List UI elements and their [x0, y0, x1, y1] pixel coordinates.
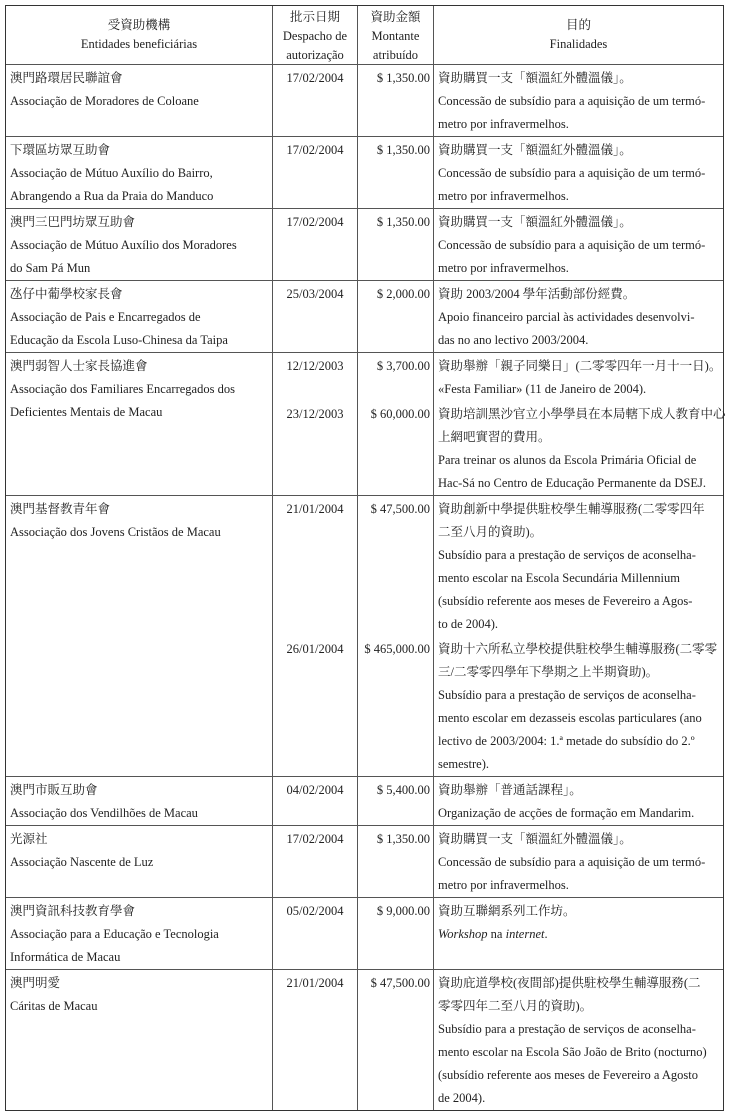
entity-line: Associação de Mútuo Auxílio do Bairro, [10, 166, 213, 180]
purpose-line: 資助培訓黑沙官立小學學員在本局轄下成人教育中心 [438, 407, 726, 421]
amount: $ 1,350.00 [358, 65, 434, 136]
subsidy-table [5, 5, 724, 1111]
entity-cell [6, 898, 273, 969]
header-date [273, 6, 358, 65]
entries [273, 65, 723, 136]
entry [273, 353, 729, 401]
amount: $ 60,000.00 [358, 401, 434, 495]
entity-line: 下環區坊眾互助會 [10, 143, 111, 157]
entity-line: 澳門三巴門坊眾互助會 [10, 215, 136, 229]
amount: $ 3,700.00 [358, 353, 434, 401]
authorization-date: 05/02/2004 [273, 898, 358, 969]
purpose-line: «Festa Familiar» (11 de Janeiro de 2004). [438, 382, 647, 396]
header-purpose-pt: Finalidades [549, 37, 608, 51]
entity-cell [6, 970, 273, 1110]
entity-cell [6, 209, 273, 280]
purpose-line: (subsídio referente aos meses de Fevereiro a Agos- [438, 594, 693, 608]
purpose-line: 資助創新中學提供駐校學生輔導服務(二零零四年 [438, 502, 705, 516]
entity-line: Cáritas de Macau [10, 999, 98, 1013]
purpose-line: 資助庇道學校(夜間部)提供駐校學生輔導服務(二 [438, 976, 701, 990]
purpose-cell [434, 970, 723, 1110]
entity-cell [6, 496, 273, 776]
amount: $ 47,500.00 [358, 496, 434, 636]
purpose-cell [434, 209, 723, 280]
authorization-date: 12/12/2003 [273, 353, 358, 401]
purpose-line: das no ano lectivo 2003/2004. [438, 333, 589, 347]
authorization-date: 17/02/2004 [273, 65, 358, 136]
header-date-zh: 批示日期 [289, 10, 340, 24]
header-date-pt1: Despacho de [282, 29, 348, 43]
amount: $ 9,000.00 [358, 898, 434, 969]
purpose-line: 資助購買一支「額溫紅外體溫儀」。 [438, 143, 632, 157]
header-amount-pt2: atribuído [372, 48, 419, 62]
purpose-line: mento escolar na Escola São João de Brito (nocturno) [438, 1045, 707, 1059]
entity-line: Associação para a Educação e Tecnologia [10, 927, 219, 941]
entry [273, 137, 723, 208]
header-amount [358, 6, 434, 65]
purpose-line: 資助舉辦「親子同樂日」(二零零四年一月十一日)。 [438, 359, 722, 373]
purpose-line: metro por infravermelhos. [438, 878, 569, 892]
entries [273, 898, 723, 969]
purpose-line: 上網吧實習的費用。 [438, 430, 551, 444]
entries [273, 826, 723, 897]
header-date-pt2: autorização [286, 48, 344, 62]
purpose-line: 三/二零零四學年下學期之上半期資助)。 [438, 665, 659, 679]
header-entity-pt: Entidades beneficiárias [80, 37, 198, 51]
amount: $ 5,400.00 [358, 777, 434, 825]
entries [273, 209, 723, 280]
entry [273, 826, 723, 897]
purpose-line: Subsídio para a prestação de serviços de aconselha- [438, 688, 696, 702]
purpose-cell [434, 898, 723, 969]
purpose-line: 資助舉辦「普通話課程」。 [438, 783, 582, 797]
purpose-line: 二至八月的資助)。 [438, 525, 543, 539]
entity-cell [6, 353, 273, 495]
table-row [6, 970, 723, 1110]
entity-line: 澳門資訊科技教育學會 [10, 904, 136, 918]
purpose-line: (subsídio referente aos meses de Fevereiro a Agosto [438, 1068, 698, 1082]
amount: $ 465,000.00 [358, 636, 434, 776]
purpose-line: semestre). [438, 757, 490, 771]
table-row [6, 281, 723, 353]
amount: $ 2,000.00 [358, 281, 434, 352]
header-amount-pt1: Montante [371, 29, 420, 43]
table-body [6, 65, 726, 1110]
purpose-line: Organização de acções de formação em Mandarim. [438, 806, 695, 820]
purpose-line: 資助 2003/2004 學年活動部份經費。 [438, 287, 636, 301]
purpose-cell [434, 281, 723, 352]
purpose-line: 資助十六所私立學校提供駐校學生輔導服務(二零零 [438, 642, 718, 656]
entries [273, 777, 723, 825]
purpose-line: 資助購買一支「額溫紅外體溫儀」。 [438, 71, 632, 85]
authorization-date: 25/03/2004 [273, 281, 358, 352]
purpose-cell [434, 401, 729, 495]
table-row [6, 209, 723, 281]
entity-cell [6, 65, 273, 136]
table-row [6, 65, 723, 137]
entity-line: 澳門基督教青年會 [10, 502, 111, 516]
entity-cell [6, 281, 273, 352]
entry [273, 777, 723, 825]
entity-line: Associação dos Jovens Cristãos de Macau [10, 525, 221, 539]
entity-line: 氹仔中葡學校家長會 [10, 287, 123, 301]
entity-line: 澳門市販互助會 [10, 783, 98, 797]
authorization-date: 23/12/2003 [273, 401, 358, 495]
header-amount-zh: 資助金額 [370, 10, 421, 24]
entry [273, 970, 723, 1110]
purpose-cell [434, 137, 723, 208]
table-header [6, 6, 723, 65]
entity-line: Associação de Pais e Encarregados de [10, 310, 201, 324]
purpose-line: Para treinar os alunos da Escola Primária Oficial de [438, 453, 697, 467]
entity-line: Associação dos Familiares Encarregados dos [10, 382, 235, 396]
header-entity [6, 6, 273, 65]
table-row [6, 898, 723, 970]
authorization-date: 21/01/2004 [273, 970, 358, 1110]
header-purpose [434, 6, 723, 65]
purpose-line: Concessão de subsídio para a aquisição de um termó- [438, 238, 706, 252]
entry [273, 65, 723, 136]
purpose-cell [434, 65, 723, 136]
entity-line: Informática de Macau [10, 950, 121, 964]
entries [273, 137, 723, 208]
purpose-line: mento escolar em dezasseis escolas particulares (ano [438, 711, 702, 725]
entity-line: 澳門明愛 [10, 976, 61, 990]
amount: $ 47,500.00 [358, 970, 434, 1110]
purpose-line: Concessão de subsídio para a aquisição de um termó- [438, 166, 706, 180]
table-row [6, 826, 723, 898]
entity-line: Educação da Escola Luso-Chinesa da Taipa [10, 333, 228, 347]
entity-line: do Sam Pá Mun [10, 261, 91, 275]
purpose-line: Concessão de subsídio para a aquisição de um termó- [438, 94, 706, 108]
entity-cell [6, 826, 273, 897]
entity-line: Associação Nascente de Luz [10, 855, 154, 869]
entity-cell [6, 137, 273, 208]
purpose-line: Concessão de subsídio para a aquisição de um termó- [438, 855, 706, 869]
purpose-line: 資助購買一支「額溫紅外體溫儀」。 [438, 215, 632, 229]
purpose-line: metro por infravermelhos. [438, 189, 569, 203]
authorization-date: 04/02/2004 [273, 777, 358, 825]
purpose-cell [434, 353, 729, 401]
purpose-line: Apoio financeiro parcial às actividades desenvolvi- [438, 310, 695, 324]
entry [273, 898, 723, 969]
purpose-line: to de 2004). [438, 617, 499, 631]
entry [273, 496, 723, 636]
authorization-date: 17/02/2004 [273, 137, 358, 208]
entries [273, 353, 729, 495]
purpose-line: 資助購買一支「額溫紅外體溫儀」。 [438, 832, 632, 846]
purpose-line: Subsídio para a prestação de serviços de aconselha- [438, 1022, 696, 1036]
entity-line: Associação de Mútuo Auxílio dos Moradores [10, 238, 237, 252]
entity-line: 澳門弱智人士家長協進會 [10, 359, 148, 373]
purpose-line: 零零四年二至八月的資助)。 [438, 999, 593, 1013]
amount: $ 1,350.00 [358, 137, 434, 208]
entity-line: Associação dos Vendilhões de Macau [10, 806, 198, 820]
purpose-line: mento escolar na Escola Secundária Millennium [438, 571, 680, 585]
purpose-cell [434, 496, 723, 636]
entry [273, 636, 723, 776]
purpose-line: metro por infravermelhos. [438, 117, 569, 131]
purpose-line: Subsídio para a prestação de serviços de aconselha- [438, 548, 696, 562]
purpose-line: de 2004). [438, 1091, 486, 1105]
authorization-date: 17/02/2004 [273, 826, 358, 897]
purpose-cell [434, 777, 723, 825]
table-row [6, 777, 723, 826]
table-row [6, 496, 723, 777]
purpose-cell [434, 636, 723, 776]
authorization-date: 21/01/2004 [273, 496, 358, 636]
entries [273, 281, 723, 352]
entity-cell [6, 777, 273, 825]
purpose-line: Workshop na internet. [438, 927, 548, 941]
header-purpose-zh: 目的 [565, 18, 591, 32]
entity-line: 光源社 [10, 832, 48, 846]
entry [273, 281, 723, 352]
entry [273, 401, 729, 495]
entry [273, 209, 723, 280]
entries [273, 970, 723, 1110]
entity-line: 澳門路環居民聯誼會 [10, 71, 123, 85]
purpose-line: 資助互聯網系列工作坊。 [438, 904, 576, 918]
amount: $ 1,350.00 [358, 826, 434, 897]
entity-line: Deficientes Mentais de Macau [10, 405, 163, 419]
amount: $ 1,350.00 [358, 209, 434, 280]
entity-line: Abrangendo a Rua da Praia do Manduco [10, 189, 214, 203]
purpose-line: lectivo de 2003/2004: 1.ª metade do subsídio do 2.º [438, 734, 695, 748]
purpose-cell [434, 826, 723, 897]
entity-line: Associação de Moradores de Coloane [10, 94, 199, 108]
purpose-line: Hac-Sá no Centro de Educação Permanente da DSEJ. [438, 476, 706, 490]
table-row [6, 353, 726, 496]
header-entity-zh: 受資助機構 [107, 18, 171, 32]
authorization-date: 17/02/2004 [273, 209, 358, 280]
purpose-line: metro por infravermelhos. [438, 261, 569, 275]
authorization-date: 26/01/2004 [273, 636, 358, 776]
table-row [6, 137, 723, 209]
entries [273, 496, 723, 776]
